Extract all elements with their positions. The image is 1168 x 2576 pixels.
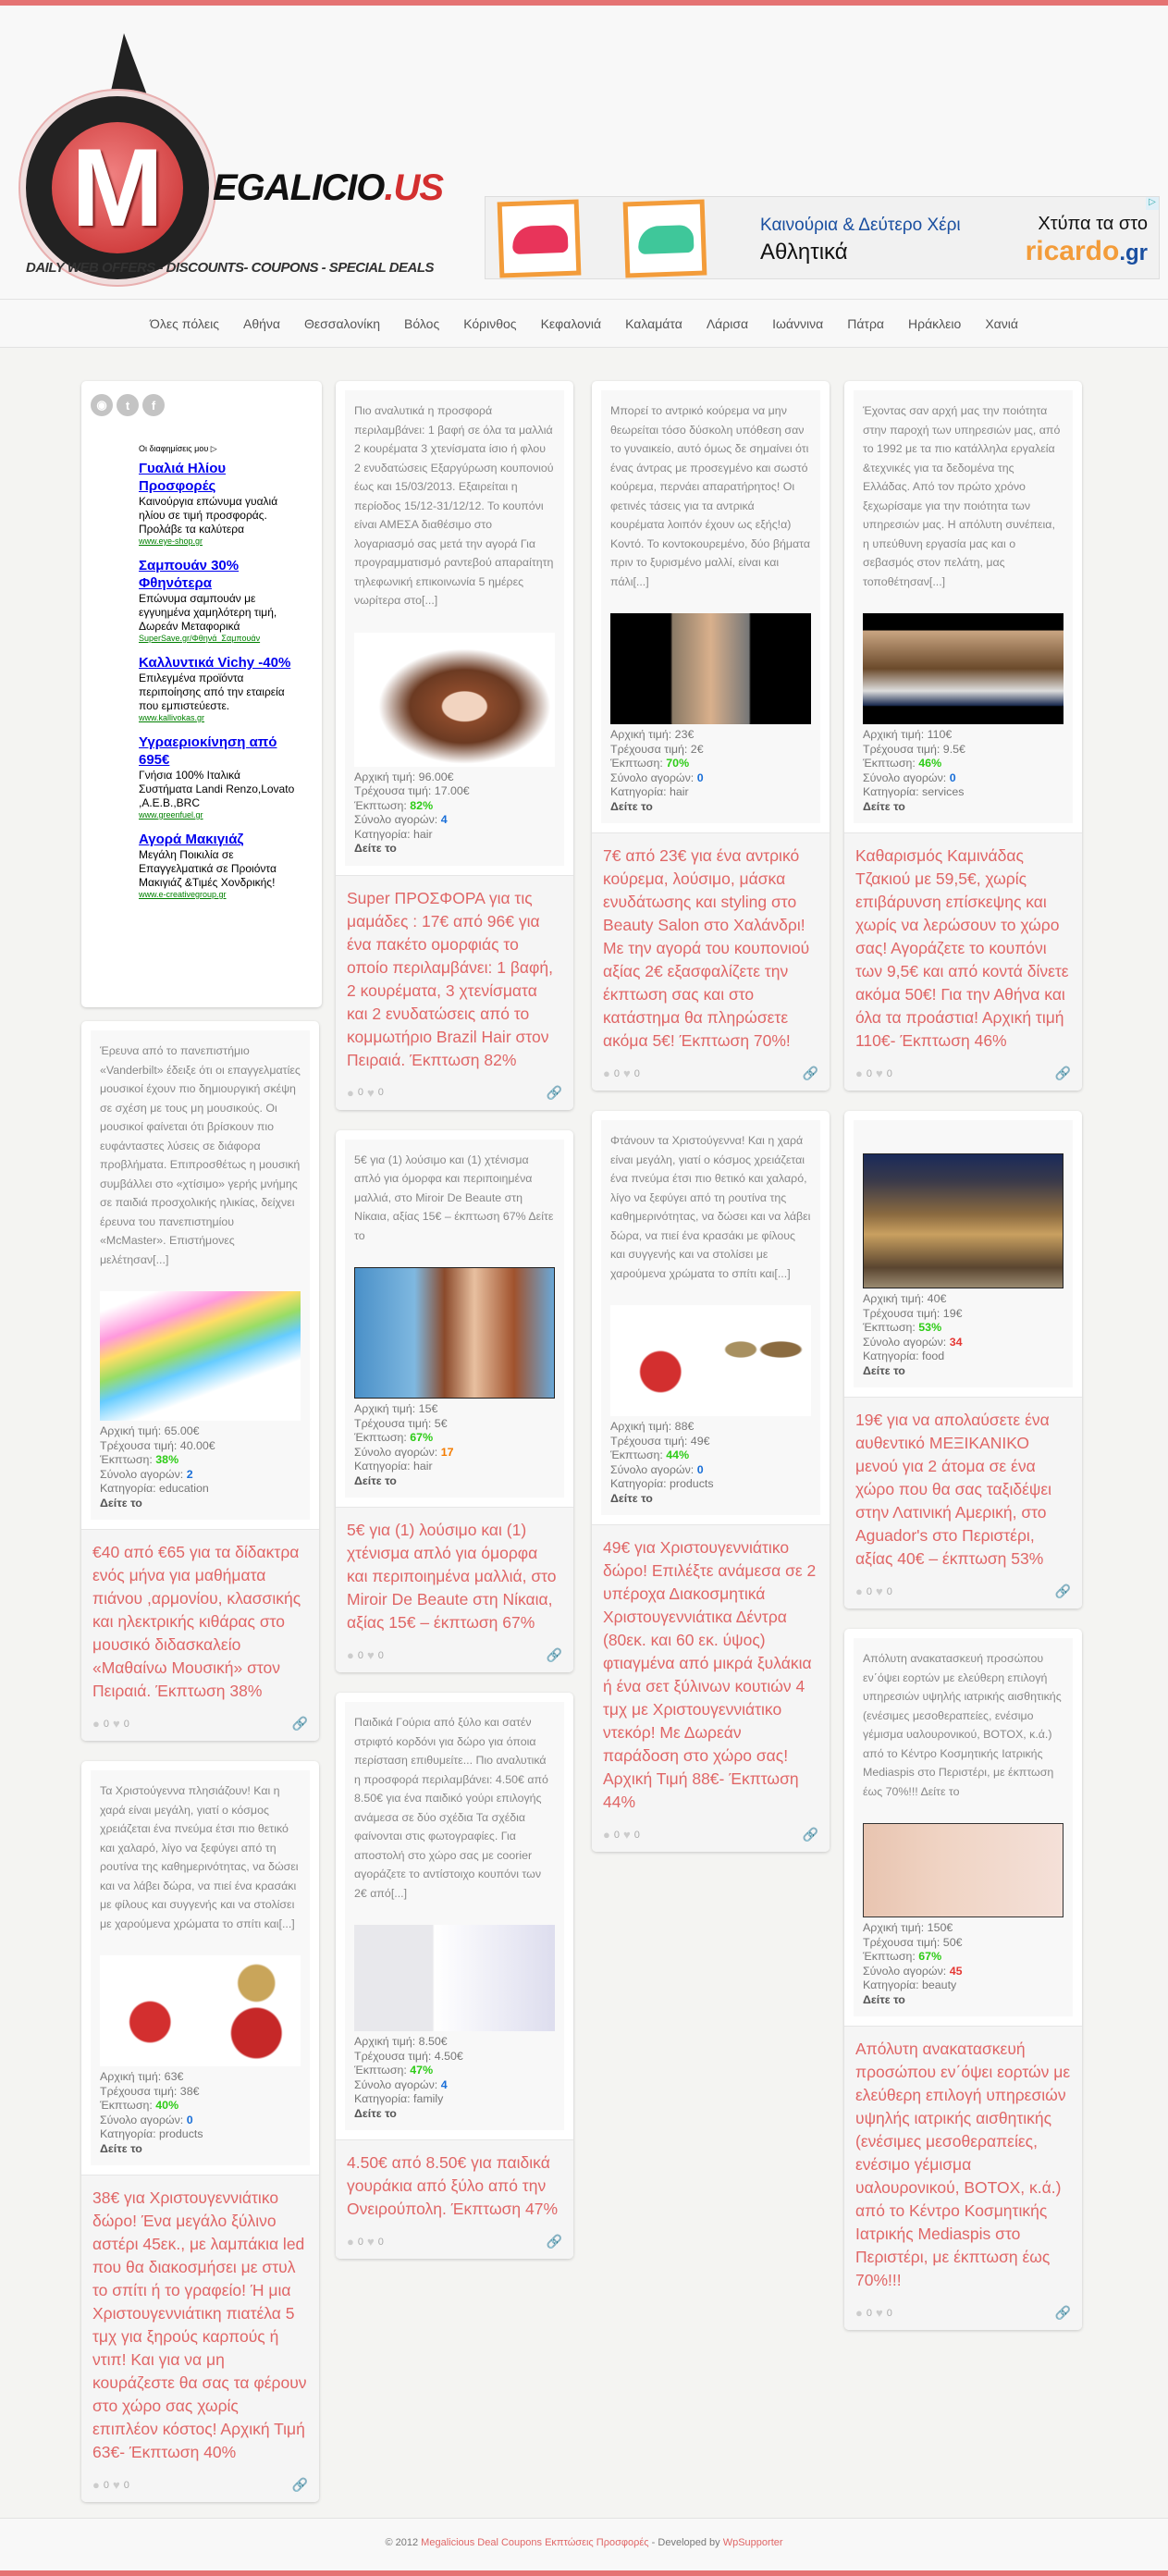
deal-excerpt: Απόλυτη ανακατασκευή προσώπου εν΄όψει εορτών με ελεύθερη επιλογή υπηρεσιών υψηλής ιατρικής αισθητικής (ενέσιμες μεσοθεραπείες, ενέσιμο γέμισμα υαλουρονικού, BOTOX, κ.ά.) από το Κέντρο Κοσμητικής Ιατρικής Mediaspis στο Περιστέρι, με έκπτωση έως 70%!!! Δείτε το — [863, 1652, 1062, 1798]
rss-icon[interactable]: ◉ — [91, 394, 113, 416]
shoe-image-green — [623, 199, 707, 277]
bottom-accent-bar — [0, 2570, 1168, 2576]
see-deal-link[interactable]: Δείτε το — [863, 799, 905, 813]
sidebar-ad[interactable]: Γυαλιά Ηλίου Προσφορές Καινούργια επώνυμα γυαλιά ηλίου σε τιμή προσφοράς. Προλάβε τα καλύτερα www.eye-shop.gr — [139, 461, 278, 546]
banner-line1: Καινούρια & Δεύτερο Χέρι — [760, 216, 961, 235]
deal-excerpt: Παιδικά Γούρια από ξύλο και σατέν στριφτό κορδόνι για δώρο για όποια περίσταση επιθυμείτε... Πιο αναλυτικά η προσφορά περιλαμβάνει: 4.50€ από 8.50€ για ένα παιδικό γούρι επιλογής ανάμεσα σε δύο σχέδια Τα σχέδια φαίνονται στις φωτογραφίες. Για αποστολή στο χώρο σας με coorier αγοράζετε το αντίστοιχο κουπόνι των 2€ από[...] — [354, 1716, 548, 1900]
footer-dev-link[interactable]: WpSupporter — [722, 2537, 783, 2548]
see-deal-link[interactable]: Δείτε το — [354, 1473, 397, 1487]
deal-excerpt: Φτάνουν τα Χριστούγεννα! Και η χαρά είναι μεγάλη, γιατί ο κόσμος χρειάζεται ένα πνεύμα έτσι πιο θετικό και χαλαρό, λίγο να ξεφύγει από τη ρουτίνα της καθημερινότητας, να δώσει και να λάβει δώρα, να πιεί ένα κρασάκι με φίλους και συγγενής και να στολίσει με χαρούμενα χρώματα το σπίτι και[...] — [610, 1134, 811, 1280]
column-4 — [844, 381, 1082, 2350]
ads-header: Οι διαφημίσεις μου ▷ — [139, 444, 217, 453]
deal-title[interactable]: 7€ από 23€ για ένα αντρικό κούρεμα, λούσιμο, μάσκα ενυδάτωσης και styling στο Beauty Salon στο Χαλάνδρι! Με την αγορά του κουπονιού αξίας 2€ εξασφαλίζετε την έκπτωση σας και στο κατάστημα θα πληρώσετε ακόμα 5€! Έκπτωση 70%! — [603, 846, 810, 1050]
comment-icon[interactable]: ● — [603, 1066, 610, 1080]
deal-image[interactable] — [863, 1153, 1063, 1288]
permalink-icon[interactable]: 🔗 — [291, 2477, 308, 2492]
deal-card: Μπορεί το αντρικό κούρεμα να μην θεωρείται τόσο δύσκολη υπόθεση σαν το γυναικείο, αυτό όμως δε σημαίνει ότι ένας άντρας με προσεγμένο και σωστό κούρεμα, περνάει απαρατήρητος! Οι φετινές τάσεις για τα αντρικά κουρέματα λοιπόν έχουν ως εξής!α) Κοντό. Το κοντοκουρεμένο, δύο βήματα πριν το ξυρισμένο μαλλί, είναι και πάλι[...] Αρχική τιμή: 23€ Τρέχουσα τιμή: 2€ Έκπτωση: 70% Σύνολο αγορών: 0 Κατηγορία: hair Δείτε το 7€ από 23€ για ένα αντρικό κούρεμα, λούσιμο, μάσκα ενυδάτωσης και styling στο Beauty Salon στο Χαλάνδρι! Με την αγορά του κουπονιού αξίας 2€ εξασφαλίζετε την έκπτωση σας και στο κατάστημα θα πληρώσετε ακόμα 5€! Έκπτωση 70%! ● 0 ♥ 0 🔗 — [592, 381, 830, 1091]
permalink-icon[interactable]: 🔗 — [802, 1827, 818, 1842]
deal-meta: Αρχική τιμή: 150€ Τρέχουσα τιμή: 50€ Έκπτωση: 67% Σύνολο αγορών: 45 Κατηγορία: beauty Δείτε το — [863, 1921, 1063, 2007]
permalink-icon[interactable]: 🔗 — [546, 2234, 562, 2249]
column-2 — [336, 381, 573, 2279]
permalink-icon[interactable]: 🔗 — [546, 1084, 562, 1100]
sidebar-ad[interactable]: Σαμπουάν 30% Φθηνότερα Επώνυμα σαμπουάν με εγγυημένα χαμηλότερη τιμή, Δωρεάν Μεταφορικά SuperSave.gr/Φθηνά_Σαμπουάν — [139, 558, 277, 643]
comment-icon[interactable]: ● — [92, 1717, 100, 1731]
deal-excerpt: Έχοντας σαν αρχή μας την ποιότητα στην παροχή των υπηρεσιών μας, από το 1992 με τα πιο κατάλληλα εργαλεία &τεχνικές για τα δεδομένα της Ελλάδας. Από τον πρώτο χρόνο ξεχωρίσαμε για την ποιότητα των υπηρεσιών μας. Η απόλυτη συνέπεια, η υπεύθυνη εργασία μας και ο σεβασμός στον πελάτη, μας τοποθέτησαν[...] — [863, 404, 1061, 588]
heart-icon[interactable]: ♥ — [112, 1717, 120, 1731]
nav-item-irakleio[interactable]: Ηράκλειο — [908, 315, 962, 331]
logo-circle — [20, 91, 215, 285]
sidebar-ads — [139, 444, 296, 899]
nav-item-kalamata[interactable]: Καλαμάτα — [625, 315, 682, 331]
logo-wordmark: EGALICIO.US — [213, 167, 444, 208]
heart-icon[interactable]: ♥ — [366, 2235, 375, 2249]
deal-card: Παιδικά Γούρια από ξύλο και σατέν στριφτό κορδόνι για δώρο για όποια περίσταση επιθυμείτε... Πιο αναλυτικά η προσφορά περιλαμβάνει: 4.50€ από 8.50€ για ένα παιδικό γούρι επιλογής ανάμεσα σε δύο σχέδια Τα σχέδια φαίνονται στις φωτογραφίες. Για αποστολή στο χώρο σας με coorier αγοράζετε το αντίστοιχο κουπόνι των 2€ από[...] Αρχική τιμή: 8.50€ Τρέχουσα τιμή: 4.50€ Έκπτωση: 47% Σύνολο αγορών: 4 Κατηγορία: family Δείτε το 4.50€ από 8.50€ για παιδικά γουράκια από ξύλο από την Ονειρούπολη. Έκπτωση 47% ● 0 ♥ 0 🔗 — [336, 1693, 573, 2259]
nav-item-chania[interactable]: Χανιά — [985, 315, 1018, 331]
see-deal-link[interactable]: Δείτε το — [100, 1496, 142, 1510]
twitter-icon[interactable]: t — [117, 394, 139, 416]
heart-icon[interactable]: ♥ — [875, 1066, 883, 1080]
city-nav — [0, 300, 1168, 348]
nav-item-volos[interactable]: Βόλος — [404, 315, 440, 331]
see-deal-link[interactable]: Δείτε το — [354, 2106, 397, 2120]
deal-meta: Αρχική τιμή: 65.00€ Τρέχουσα τιμή: 40.00€ Έκπτωση: 38% Σύνολο αγορών: 2 Κατηγορία: education Δείτε το — [100, 1424, 301, 1510]
deal-image[interactable] — [863, 613, 1063, 724]
column-1 — [81, 1021, 319, 2522]
deal-excerpt: Πιο αναλυτικά η προσφορά περιλαμβάνει: 1 βαφή σε όλα τα μαλλιά 2 κουρέματα 3 χτενίσματα ίσιο ή φλου 2 ενυδατώσεις Εξαργύρωση κουπονιού έως και 15/03/2013. Εξαιρείται η περίοδος 15/12-31/12/12. Το κουπόνι είναι ΑΜΕΣΑ διαθέσιμο στο λογαριασμό σας μετά την αγορά Για προγραμματισμό ραντεβού απαραίτητη τηλεφωνική επικοινωνία 5 ημέρες νωρίτερα στο[...] — [354, 404, 554, 607]
deal-excerpt: 5€ για (1) λούσιμο και (1) χτένισμα απλό για όμορφα και περιποιημένα μαλλιά, στο Miroir De Beaute στη Νίκαια, αξίας 15€ – έκπτωση 67% Δείτε το — [354, 1152, 554, 1242]
sidebar-ad[interactable]: Αγορά Μακιγιάζ Μεγάλη Ποικιλία σε Επαγγελματικά σε Προιόντα Μακιγιάζ &Τιμές Χονδρικής! www.e-creativegroup.gr — [139, 832, 277, 899]
deal-card: 5€ για (1) λούσιμο και (1) χτένισμα απλό για όμορφα και περιποιημένα μαλλιά, στο Miroir De Beaute στη Νίκαια, αξίας 15€ – έκπτωση 67% Δείτε το Αρχική τιμή: 15€ Τρέχουσα τιμή: 5€ Έκπτωση: 67% Σύνολο αγορών: 17 Κατηγορία: hair Δείτε το 5€ για (1) λούσιμο και (1) χτένισμα απλό για όμορφα και περιποιημένα μαλλιά, στο Miroir De Beaute στη Νίκαια, αξίας 15€ – έκπτωση 67% ● 0 ♥ 0 🔗 — [336, 1130, 573, 1673]
comment-icon[interactable]: ● — [347, 1648, 354, 1662]
deal-title[interactable]: 49€ για Χριστουγεννιάτικο δώρο! Επιλέξτε ανάμεσα σε 2 υπέροχα Διακοσμητικά Χριστουγεννιάτικα Δέντρα (80εκ. και 60 εκ. ύψος) φτιαγμένα από μικρά ξυλάκια ή ένα σετ ξύλινων κουτιών 4 τμχ με Χριστουγεννιάτικο ντεκόρ! Με Δωρεάν παράδοση στο χώρο σας! Αρχική Τιμή 88€- Έκπτωση 44% — [603, 1538, 817, 1811]
comment-icon[interactable]: ● — [855, 2306, 863, 2320]
comment-icon[interactable]: ● — [92, 2478, 100, 2492]
deal-card: Έρευνα από το πανεπιστήμιο «Vanderbilt» έδειξε ότι οι επαγγελματίες μουσικοί έχουν πιο δημιουργική σκέψη σε σχέση με τους μη μουσικούς. Οι μουσικοί φαίνεται ότι βρίσκουν πιο ευφάνταστες λύσεις σε διάφορα προβλήματα. Επιπροσθέτως η μουσική συμβάλλει στο «χτίσιμο» γερής μνήμης σε παιδιά προσχολικής ηλικίας, δείχνει έρευνα του πανεπιστημίου «McMaster». Επιστήμονες μελέτησαν[...] Αρχική τιμή: 65.00€ Τρέχουσα τιμή: 40.00€ Έκπτωση: 38% Σύνολο αγορών: 2 Κατηγορία: education Δείτε το €40 από €65 για τα δίδακτρα ενός μήνα για μαθήματα πιάνου ,αρμονίου, κλασσικής και ηλεκτρικής κιθάρας στο μουσικό διδασκαλείο «Μαθαίνω Μουσική» στον Πειραιά. Έκπτωση 38% ● 0 ♥ 0 🔗 — [81, 1021, 319, 1741]
deal-meta: Αρχική τιμή: 88€ Τρέχουσα τιμή: 49€ Έκπτωση: 44% Σύνολο αγορών: 0 Κατηγορία: products Δείτε το — [610, 1420, 811, 1506]
nav-item-thessaloniki[interactable]: Θεσσαλονίκη — [304, 315, 381, 331]
sidebar-ad[interactable]: Καλλυντικά Vichy -40% Επιλεγμένα προϊόντα περιποίησης από την εταιρεία που εμπιστεύεστε. www.kallivokas.gr — [139, 655, 291, 722]
heart-icon[interactable]: ♥ — [875, 1584, 883, 1598]
deal-image[interactable] — [863, 1823, 1063, 1917]
shoe-image-pink — [498, 199, 582, 277]
deal-image[interactable] — [610, 613, 811, 724]
banner-line2: Αθλητικά — [760, 240, 848, 265]
deal-meta: Αρχική τιμή: 8.50€ Τρέχουσα τιμή: 4.50€ Έκπτωση: 47% Σύνολο αγορών: 4 Κατηγορία: family Δείτε το — [354, 2035, 555, 2121]
permalink-icon[interactable]: 🔗 — [1054, 1066, 1071, 1080]
permalink-icon[interactable]: 🔗 — [802, 1066, 818, 1080]
deal-title[interactable]: 38€ για Χριστουγεννιάτικο δώρο! Ένα μεγάλο ξύλινο αστέρι 45εκ., με λαμπάκια led που θα διακοσμήσει με στυλ το σπίτι ή το γραφείο! Ή μια Χριστουγεννιάτικη πιατέλα 5 τμχ για ξηρούς καρπούς ή ντιπ! Και για να μη κουράζεστε θα σας τα φέρουν στο χώρο σας χωρίς επιπλέον κόστος! Αρχική Τιμή 63€- Έκπτωση 40% — [92, 2188, 307, 2461]
sidebar-widget — [81, 381, 322, 1007]
heart-icon[interactable]: ♥ — [875, 2306, 883, 2320]
deal-meta: Αρχική τιμή: 40€ Τρέχουσα τιμή: 19€ Έκπτωση: 53% Σύνολο αγορών: 34 Κατηγορία: food Δείτε το — [863, 1292, 1063, 1378]
column-3 — [592, 381, 830, 1872]
heart-icon[interactable]: ♥ — [366, 1648, 375, 1662]
deal-card: Τα Χριστούγεννα πλησιάζουν! Και η χαρά είναι μεγάλη, γιατί ο κόσμος χρειάζεται ένα πνεύμα έτσι πιο θετικό και χαλαρό, λίγο να ξεφύγει από τη ρουτίνα της καθημερινότητας, να δώσει και να λάβει δώρα, να πιεί ένα κρασάκι με φίλους και συγγενής και να στολίσει με χαρούμενα χρώματα το σπίτι και[...] Αρχική τιμή: 63€ Τρέχουσα τιμή: 38€ Έκπτωση: 40% Σύνολο αγορών: 0 Κατηγορία: products Δείτε το 38€ για Χριστουγεννιάτικο δώρο! Ένα μεγάλο ξύλινο αστέρι 45εκ., με λαμπάκια led που θα διακοσμήσει με στυλ το σπίτι ή το γραφείο! Ή μια Χριστουγεννιάτικη πιατέλα 5 τμχ για ξηρούς καρπούς ή ντιπ! Και για να μη κουράζεστε θα σας τα φέρουν στο χώρο σας χωρίς επιπλέον κόστος! Αρχική Τιμή 63€- Έκπτωση 40% ● 0 ♥ 0 🔗 — [81, 1761, 319, 2502]
nav-item-ioannina[interactable]: Ιωάννινα — [772, 315, 824, 331]
deal-excerpt: Μπορεί το αντρικό κούρεμα να μην θεωρείται τόσο δύσκολη υπόθεση σαν το γυναικείο, αυτό όμως δε σημαίνει ότι ένας άντρας με προσεγμένο και σωστό κούρεμα, περνάει απαρατήρητος! Οι φετινές τάσεις για τα αντρικά κουρέματα λοιπόν έχουν ως εξής!α) Κοντό. Το κοντοκουρεμένο, δύο βήματα πριν το ξυρισμένο μαλλί, είναι και πάλι[...] — [610, 404, 811, 588]
deal-meta: Αρχική τιμή: 63€ Τρέχουσα τιμή: 38€ Έκπτωση: 40% Σύνολο αγορών: 0 Κατηγορία: products Δείτε το — [100, 2070, 301, 2156]
nav-item-larisa[interactable]: Λάρισα — [706, 315, 749, 331]
deal-title[interactable]: 19€ για να απολαύσετε ένα αυθεντικό ΜΕΞΙΚΑΝΙΚΟ μενού για 2 άτομα σε ένα χώρο που θα σας ταξιδέψει στην Λατινική Αμερική, στο Aguador's στο Περιστέρι, αξίας 40€ – έκπτωση 53% — [855, 1411, 1052, 1568]
permalink-icon[interactable]: 🔗 — [546, 1647, 562, 1662]
deal-image[interactable] — [354, 1267, 555, 1399]
see-deal-link[interactable]: Δείτε το — [100, 2141, 142, 2155]
heart-icon[interactable]: ♥ — [622, 1066, 631, 1080]
nav-item-athens[interactable]: Αθήνα — [243, 315, 281, 331]
deal-title[interactable]: Super ΠΡΟΣΦΟΡΑ για τις μαμάδες : 17€ από 96€ για ένα πακέτο ομορφιάς το οποίο περιλαμβάνει: 1 βαφή, 2 κουρέματα, 3 χτενίσματα και 2 ενυδατώσεις από το κομμωτήριο Brazil Hair στον Πειραιά. Έκπτωση 82% — [347, 888, 553, 1069]
deal-card: Πιο αναλυτικά η προσφορά περιλαμβάνει: 1 βαφή σε όλα τα μαλλιά 2 κουρέματα 3 χτενίσματα ίσιο ή φλου 2 ενυδατώσεις Εξαργύρωση κουπονιού έως και 15/03/2013. Εξαιρείται η περίοδος 15/12-31/12/12. Το κουπόνι είναι ΑΜΕΣΑ διαθέσιμο στο λογαριασμό σας μετά την αγορά Για προγραμματισμό ραντεβού απαραίτητη τηλεφωνική επικοινωνία 5 ημέρες νωρίτερα στο[...] Αρχική τιμή: 96.00€ Τρέχουσα τιμή: 17.00€ Έκπτωση: 82% Σύνολο αγορών: 4 Κατηγορία: hair Δείτε το Super ΠΡΟΣΦΟΡΑ για τις μαμάδες : 17€ από 96€ για ένα πακέτο ομορφιάς το οποίο περιλαμβάνει: 1 βαφή, 2 κουρέματα, 3 χτενίσματα και 2 ενυδατώσεις από το κομμωτήριο Brazil Hair στον Πειραιά. Έκπτωση 82% ● 0 ♥ 0 🔗 — [336, 381, 573, 1110]
banner-ad[interactable] — [485, 196, 1160, 279]
comment-icon[interactable]: ● — [855, 1584, 863, 1598]
deal-meta: Αρχική τιμή: 110€ Τρέχουσα τιμή: 9.5€ Έκπτωση: 46% Σύνολο αγορών: 0 Κατηγορία: services Δείτε το — [863, 728, 1063, 814]
deal-meta: Αρχική τιμή: 96.00€ Τρέχουσα τιμή: 17.00€ Έκπτωση: 82% Σύνολο αγορών: 4 Κατηγορία: hair Δείτε το — [354, 770, 555, 857]
social-icons — [91, 394, 313, 416]
comment-icon[interactable]: ● — [855, 1066, 863, 1080]
deal-image[interactable] — [610, 1305, 811, 1416]
site-logo[interactable] — [17, 33, 444, 283]
deal-meta: Αρχική τιμή: 15€ Τρέχουσα τιμή: 5€ Έκπτωση: 67% Σύνολο αγορών: 17 Κατηγορία: hair Δείτε το — [354, 1402, 555, 1488]
deal-image[interactable] — [100, 1291, 301, 1421]
deal-title[interactable]: 5€ για (1) λούσιμο και (1) χτένισμα απλό για όμορφα και περιποιημένα μαλλιά, στο Miroir De Beaute στη Νίκαια, αξίας 15€ – έκπτωση 67% — [347, 1521, 557, 1632]
heart-icon[interactable]: ♥ — [366, 1085, 375, 1100]
deal-title[interactable]: €40 από €65 για τα δίδακτρα ενός μήνα για μαθήματα πιάνου ,αρμονίου, κλασσικής και ηλεκτρικής κιθάρας στο μουσικό διδασκαλείο «Μαθαίνω Μουσική» στον Πειραιά. Έκπτωση 38% — [92, 1543, 301, 1700]
permalink-icon[interactable]: 🔗 — [291, 1716, 308, 1731]
see-deal-link[interactable]: Δείτε το — [863, 1363, 905, 1377]
deal-title[interactable]: 4.50€ από 8.50€ για παιδικά γουράκια από ξύλο από την Ονειρούπολη. Έκπτωση 47% — [347, 2153, 559, 2218]
deal-excerpt: Τα Χριστούγεννα πλησιάζουν! Και η χαρά είναι μεγάλη, γιατί ο κόσμος χρειάζεται ένα πνεύμα έτσι πιο θετικό και χαλαρό, λίγο να ξεφύγει από τη ρουτίνα της καθημερινότητας, να δώσει και να λάβει δώρα, να πιεί ένα κρασάκι με φίλους και συγγενής και να στολίσει με χαρούμενα χρώματα το σπίτι και[...] — [100, 1784, 299, 1930]
deal-card: Απόλυτη ανακατασκευή προσώπου εν΄όψει εορτών με ελεύθερη επιλογή υπηρεσιών υψηλής ιατρικής αισθητικής (ενέσιμες μεσοθεραπείες, ενέσιμο γέμισμα υαλουρονικού, BOTOX, κ.ά.) από το Κέντρο Κοσμητικής Ιατρικής Mediaspis στο Περιστέρι, με έκπτωση έως 70%!!! Δείτε το Αρχική τιμή: 150€ Τρέχουσα τιμή: 50€ Έκπτωση: 67% Σύνολο αγορών: 45 Κατηγορία: beauty Δείτε το Απόλυτη ανακατασκευή προσώπου εν΄όψει εορτών με ελεύθερη επιλογή υπηρεσιών υψηλής ιατρικής αισθητικής (ενέσιμες μεσοθεραπείες, ενέσιμο γέμισμα υαλουρονικού, BOTOX, κ.ά.) από το Κέντρο Κοσμητικής Ιατρικής Mediaspis στο Περιστέρι, με έκπτωση έως 70%!!! ● 0 ♥ 0 🔗 — [844, 1629, 1082, 2330]
see-deal-link[interactable]: Δείτε το — [354, 842, 397, 855]
deal-meta: Αρχική τιμή: 23€ Τρέχουσα τιμή: 2€ Έκπτωση: 70% Σύνολο αγορών: 0 Κατηγορία: hair Δείτε το — [610, 728, 811, 814]
site-header — [0, 6, 1168, 300]
see-deal-link[interactable]: Δείτε το — [610, 799, 653, 813]
see-deal-link[interactable]: Δείτε το — [863, 1992, 905, 2006]
logo-tagline: DAILY WEB OFFERS - DISCOUNTS- COUPONS - SPECIAL DEALS — [26, 260, 435, 276]
banner-brand: ricardo.gr — [1025, 236, 1148, 266]
see-deal-link[interactable]: Δείτε το — [610, 1491, 653, 1505]
comment-icon[interactable]: ● — [347, 1085, 354, 1100]
adchoices-icon: ▷ — [210, 444, 217, 453]
nav-item-kefalonia[interactable]: Κεφαλονιά — [540, 315, 602, 331]
deal-card: Αρχική τιμή: 40€ Τρέχουσα τιμή: 19€ Έκπτωση: 53% Σύνολο αγορών: 34 Κατηγορία: food Δείτε το 19€ για να απολαύσετε ένα αυθεντικό ΜΕΞΙΚΑΝΙΚΟ μενού για 2 άτομα σε ένα χώρο που θα σας ταξιδέψει στην Λατινική Αμερική, στο Aguador's στο Περιστέρι, αξίας 40€ – έκπτωση 53% ● 0 ♥ 0 🔗 — [844, 1111, 1082, 1608]
deal-image[interactable] — [100, 1955, 301, 2066]
facebook-icon[interactable]: f — [142, 394, 165, 416]
adchoices-icon[interactable]: ▷ — [1146, 197, 1159, 210]
nav-item-patra[interactable]: Πάτρα — [847, 315, 885, 331]
deal-image[interactable] — [354, 633, 555, 767]
permalink-icon[interactable]: 🔗 — [1054, 2305, 1071, 2320]
site-footer: © 2012 Megalicious Deal Coupons Εκπτώσεις Προσφορές - Developed by WpSupporter — [0, 2518, 1168, 2570]
heart-icon[interactable]: ♥ — [622, 1828, 631, 1842]
deal-card: Έχοντας σαν αρχή μας την ποιότητα στην παροχή των υπηρεσιών μας, από το 1992 με τα πιο κατάλληλα εργαλεία &τεχνικές για τα δεδομένα της Ελλάδας. Από τον πρώτο χρόνο ξεχωρίσαμε για την ποιότητα των υπηρεσιών μας. Η απόλυτη συνέπεια, η υπεύθυνη εργασία μας και ο σεβασμός στον πελάτη, μας τοποθέτησαν[...] Αρχική τιμή: 110€ Τρέχουσα τιμή: 9.5€ Έκπτωση: 46% Σύνολο αγορών: 0 Κατηγορία: services Δείτε το Καθαρισμός Καμινάδας Τζακιού με 59,5€, χωρίς επιβάρυνση επίσκεψης και χωρίς να λερώσουν το χώρο σας! Αγοράζετε το κουπόνι των 9,5€ και από κοντά δίνετε ακόμα 50€! Για την Αθήνα και όλα τα προάστια! Αρχική τιμή 110€- Έκπτωση 46% ● 0 ♥ 0 🔗 — [844, 381, 1082, 1091]
deal-title[interactable]: Απόλυτη ανακατασκευή προσώπου εν΄όψει εορτών με ελεύθερη επιλογή υπηρεσιών υψηλής ιατρικής αισθητικής (ενέσιμες μεσοθεραπείες, ενέσιμο γέμισμα υαλουρονικού, BOTOX, κ.ά.) από το Κέντρο Κοσμητικής Ιατρικής Mediaspis στο Περιστέρι, με έκπτωση έως 70%!!! — [855, 2040, 1071, 2289]
sidebar-ad[interactable]: Υγραεριοκίνηση από 695€ Γνήσια 100% Ιταλικά Συστήματα Landi Renzo,Lovato ,A.E.B.,BRC www.greenfuel.gr — [139, 734, 295, 820]
deal-excerpt: Έρευνα από το πανεπιστήμιο «Vanderbilt» έδειξε ότι οι επαγγελματίες μουσικοί έχουν πιο δημιουργική σκέψη σε σχέση με τους μη μουσικούς. Οι μουσικοί φαίνεται ότι βρίσκουν πιο ευφάνταστες λύσεις σε διάφορα προβλήματα. Επιπροσθέτως η μουσική συμβάλλει στο «χτίσιμο» γερής μνήμης σε παιδιά προσχολικής ηλικίας, δείχνει έρευνα του πανεπιστημίου «McMaster». Επιστήμονες μελέτησαν[...] — [100, 1044, 301, 1266]
nav-item-all-cities[interactable]: Όλες πόλεις — [150, 315, 220, 331]
deal-title[interactable]: Καθαρισμός Καμινάδας Τζακιού με 59,5€, χωρίς επιβάρυνση επίσκεψης και χωρίς να λερώσουν το χώρο σας! Αγοράζετε το κουπόνι των 9,5€ και από κοντά δίνετε ακόμα 50€! Για την Αθήνα και όλα τα προάστια! Αρχική τιμή 110€- Έκπτωση 46% — [855, 846, 1069, 1050]
heart-icon[interactable]: ♥ — [112, 2478, 120, 2492]
logo-letter: M — [52, 122, 183, 253]
permalink-icon[interactable]: 🔗 — [1054, 1584, 1071, 1598]
banner-cta: Χτύπα τα στο — [1038, 214, 1148, 234]
comment-icon[interactable]: ● — [603, 1828, 610, 1842]
footer-site-link[interactable]: Megalicious Deal Coupons Εκπτώσεις Προσφορές — [421, 2537, 649, 2548]
deal-image[interactable] — [354, 1925, 555, 2031]
comment-icon[interactable]: ● — [347, 2235, 354, 2249]
nav-item-korinthos[interactable]: Κόρινθος — [463, 315, 517, 331]
deal-card: Φτάνουν τα Χριστούγεννα! Και η χαρά είναι μεγάλη, γιατί ο κόσμος χρειάζεται ένα πνεύμα έτσι πιο θετικό και χαλαρό, λίγο να ξεφύγει από τη ρουτίνα της καθημερινότητας, να δώσει και να λάβει δώρα, να πιεί ένα κρασάκι με φίλους και συγγενής και να στολίσει με χαρούμενα χρώματα το σπίτι και[...] Αρχική τιμή: 88€ Τρέχουσα τιμή: 49€ Έκπτωση: 44% Σύνολο αγορών: 0 Κατηγορία: products Δείτε το 49€ για Χριστουγεννιάτικο δώρο! Επιλέξτε ανάμεσα σε 2 υπέροχα Διακοσμητικά Χριστουγεννιάτικα Δέντρα (80εκ. και 60 εκ. ύψος) φτιαγμένα από μικρά ξυλάκια ή ένα σετ ξύλινων κουτιών 4 τμχ με Χριστουγεννιάτικο ντεκόρ! Με Δωρεάν παράδοση στο χώρο σας! Αρχική Τιμή 88€- Έκπτωση 44% ● 0 ♥ 0 🔗 — [592, 1111, 830, 1852]
